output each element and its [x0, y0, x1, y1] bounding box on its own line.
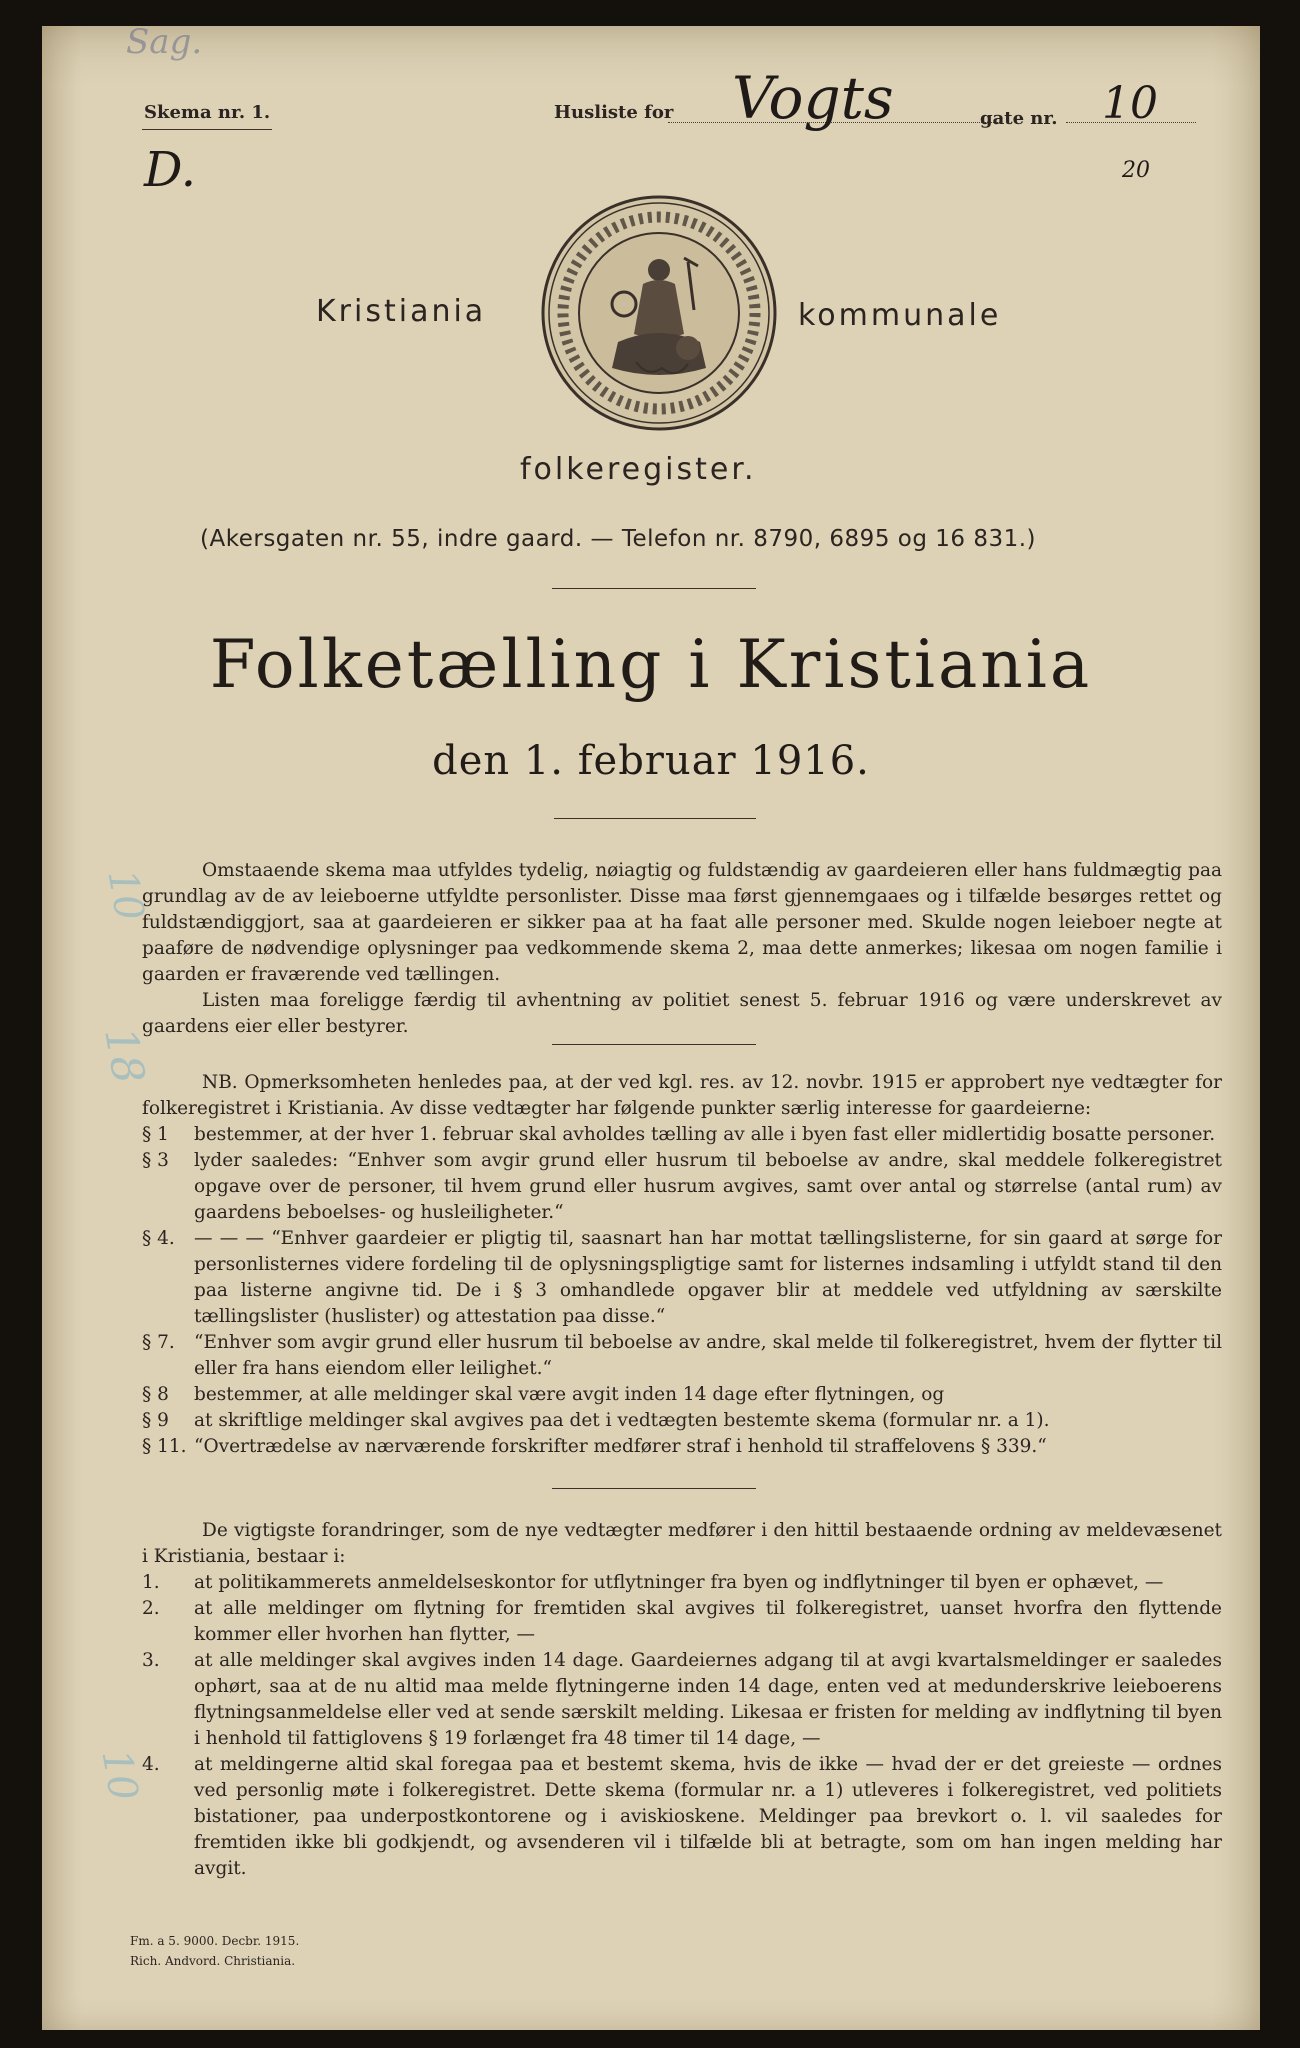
pencil-mark: 10	[98, 865, 153, 925]
schema-underline	[142, 129, 272, 130]
statute-list	[142, 1122, 1222, 1460]
office-address: (Akersgaten nr. 55, indre gaard. — Telefon nr. 8790, 6895 og 16 831.)	[200, 526, 1037, 552]
intro-paragraph-1: Omstaaende skema maa utfyldes tydelig, nøiagtig og fuldstændig av gaardeieren eller hans fuldmægtig paa grundlag av de av leieboerne utfyldte personlister. Disse maa først gjennemgaaes og i tilfælde besørges rettet og fuldstændiggjort, saa at gaardeieren er sikker paa at ha faat alle personer med. Skulde nogen leieboer negte at paaføre de nødvendige oplysninger paa vedkommende skema 2, maa dette anmerkes; likesaa om nogen familie i gaarden er fraværende ved tællingen.	[142, 860, 1222, 985]
left-initial: D.	[144, 142, 197, 198]
list-item: § 9 at skriftlige meldinger skal avgives paa det i vedtægten bestemte skema (formular nr. a 1).	[142, 1410, 1050, 1431]
main-title: Folketælling i Kristiania	[209, 626, 1093, 703]
list-item: 1. at politikammerets anmeldelseskontor for utflytninger fra byen og indflytninger til byen er ophævet, —	[142, 1572, 1164, 1593]
list-item: § 1 bestemmer, at der hver 1. februar skal avholdes tælling av alle i byen fast eller midlertidig bosatte personer.	[142, 1124, 1216, 1145]
city-seal-icon	[538, 192, 780, 434]
printer-line-2: Rich. Andvord. Christiania.	[130, 1954, 296, 1968]
list-item: § 7. “Enhver som avgir grund eller husrum til beboelse av andre, skal melde til folkeregistret, hvem der flytter til eller fra hans eiendom eller leilighet.“	[142, 1332, 1222, 1379]
list-item: § 4. — — — “Enhver gaardeier er pligtig til, saasnart han har mottat tællingslisterne, for sin gaard at sørge for personlisternes videre fordeling til de oplysningspligtige samt for listernes indsamling i utfyldt stand til den paa listerne angivne tid. De i § 3 omhandlede opgaver blir at meddele ved utfyldning av særskilte tællingslister (huslister) og attestation paa disse.“	[142, 1228, 1222, 1327]
kristiania-word: Kristiania	[316, 294, 487, 329]
list-item: 2. at alle meldinger om flytning for fremtiden skal avgives til folkeregistret, uanset hvorfra den flyttende kommer eller hvorhen han flytter, —	[142, 1598, 1222, 1645]
corner-mark: Sag.	[126, 22, 203, 62]
intro-paragraph-2: Listen maa foreligge færdig til avhentning av politiet senest 5. februar 1916 og være underskrevet av gaardens eier eller bestyrer.	[142, 990, 1222, 1037]
divider-top	[552, 588, 756, 589]
list-item: § 3 lyder saaledes: “Enhver som avgir grund eller husrum til beboelse av andre, skal meddele folkeregistret opgave over de personer, til hvem grund eller husrum avgives, samt over antal og størrelse (antal rum) av gaardens beboelses- og husleiligheter.“	[142, 1150, 1222, 1223]
list-item: 3. at alle meldinger skal avgives inden 14 dage. Gaardeiernes adgang til at avgi kvartalsmeldinger er saaledes ophørt, saa at de nu altid maa melde flytningerne inden 14 dage, enten ved at medunderskrive leieboerens flytningsanmeldelse eller ved at sende særskilt melding. Likesaa er fristen for melding av indflytning til byen i henhold til fattiglovens § 19 forlænget fra 48 timer til 14 dage, —	[142, 1650, 1222, 1749]
divider-lower	[552, 1488, 756, 1489]
census-form-page	[42, 22, 1260, 2030]
pencil-mark: 10	[92, 1745, 147, 1805]
schema-label: Skema nr. 1.	[144, 102, 271, 123]
divider-mid	[552, 1044, 756, 1045]
pencil-mark: 18	[94, 1023, 154, 1088]
gate-number: 10	[1102, 78, 1158, 129]
nb-lead: NB. Opmerksomheten henledes paa, at der ved kgl. res. av 12. novbr. 1915 er approbert nye vedtægter for folkeregistret i Kristiania. Av disse vedtægter har følgende punkter særlig interesse for gaardeierne:	[142, 1072, 1222, 1119]
divider-after-title	[554, 818, 756, 819]
kommunale-word: kommunale	[798, 298, 1002, 333]
list-item: § 8 bestemmer, at alle meldinger skal være avgit inden 14 dage efter flytningen, og	[142, 1384, 945, 1405]
list-item: 4. at meldingerne altid skal foregaa paa et bestemt skema, hvis de ikke — hvad der er det greieste — ordnes ved personlig møte i folkeregistret. Dette skema (formular nr. a 1) utleveres i folkeregistret, ved politiets bistationer, paa underpostkontorene og i aviskioskene. Meldinger paa brevkort o. l. vil saaledes for fremtiden ikke bli godkjendt, og avsenderen vil i tilfælde bli at betragte, som om han ingen melding har avgit.	[142, 1754, 1222, 1879]
list-item: § 11. “Overtrædelse av nærværende forskrifter medfører straf i henhold til straffelovens § 339.“	[142, 1436, 1047, 1457]
street-value: Vogts	[732, 64, 894, 132]
census-date: den 1. februar 1916.	[432, 738, 870, 784]
printer-line-1: Fm. a 5. 9000. Decbr. 1915.	[130, 1934, 300, 1948]
right-number: 20	[1122, 158, 1150, 183]
changes-lead: De vigtigste forandringer, som de nye vedtægter medfører i den hittil bestaaende ordning av meldevæsenet i Kristiania, bestaar i:	[142, 1520, 1222, 1567]
changes-list	[142, 1570, 1222, 1882]
husliste-label: Husliste for	[554, 102, 674, 123]
folkeregister-subtitle: folkeregister.	[520, 452, 757, 487]
gate-label: gate nr.	[980, 108, 1058, 129]
